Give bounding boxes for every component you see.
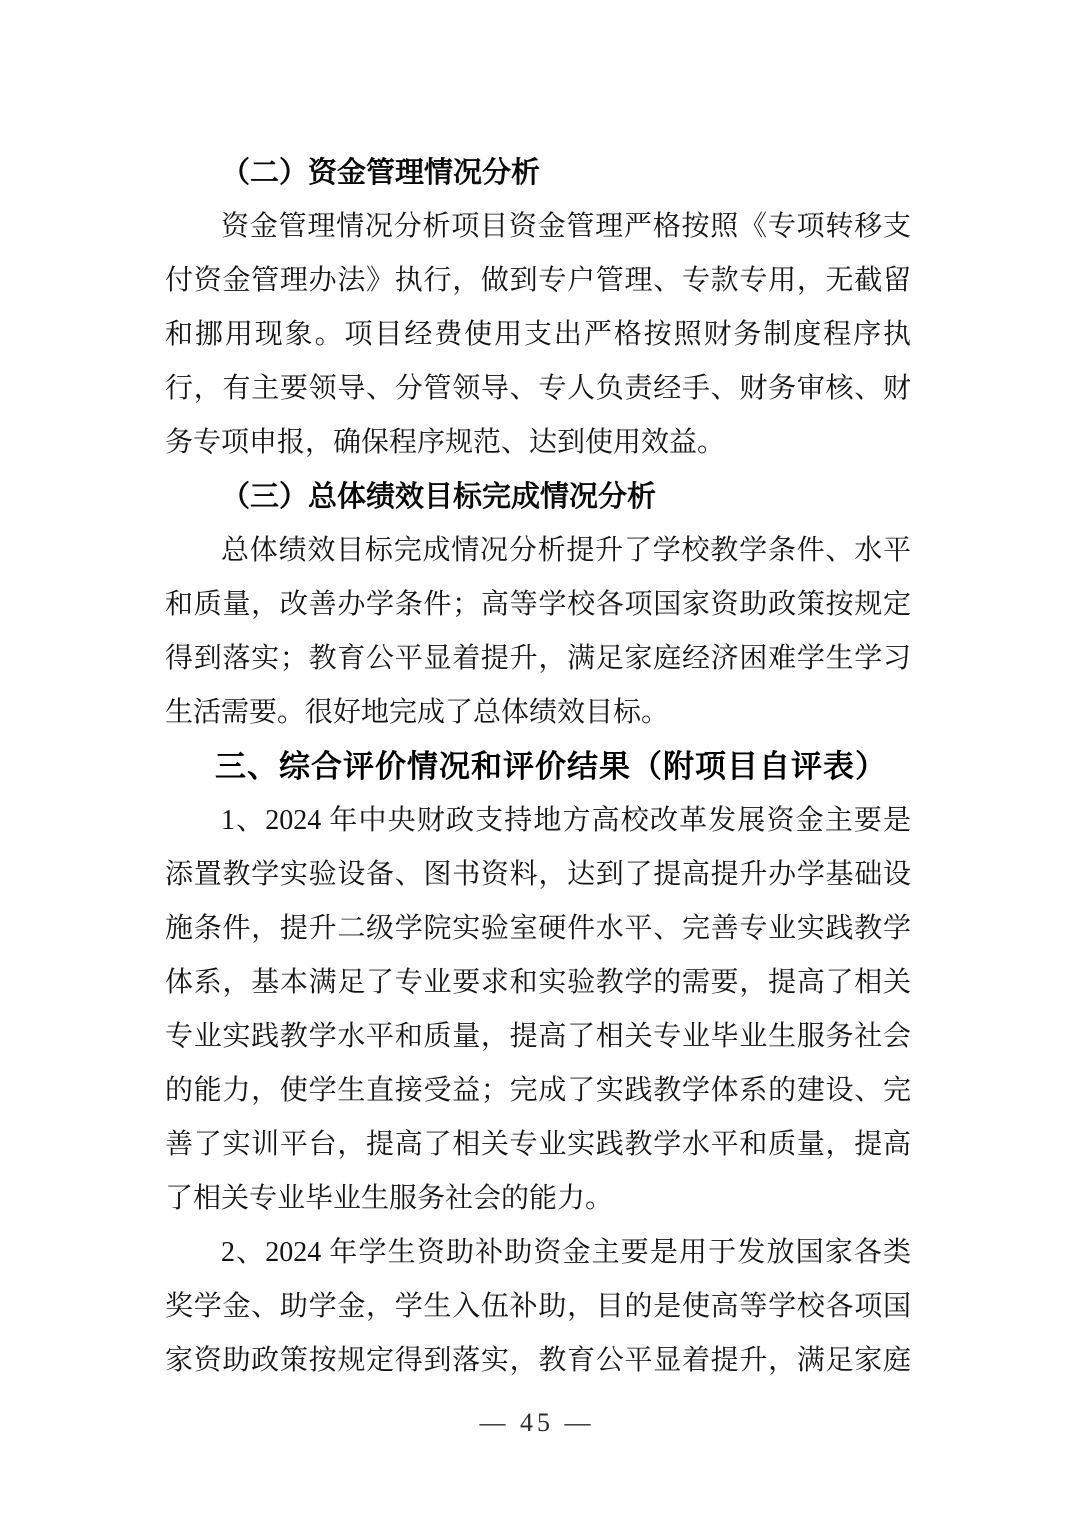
body-line: 体系，基本满足了专业要求和实验教学的需要，提高了相关 — [165, 967, 911, 998]
body-line: 了相关专业毕业生服务社会的能力。 — [165, 1183, 614, 1214]
body-line: 善了实训平台，提高了相关专业实践教学水平和质量，提高 — [165, 1129, 911, 1160]
body-line: 添置教学实验设备、图书资料，达到了提高提升办学基础设 — [165, 859, 911, 890]
body-line: 的能力，使学生直接受益；完成了实践教学体系的建设、完 — [165, 1075, 911, 1106]
body-line: 2、2024 年学生资助补助资金主要是用于发放国家各类 — [221, 1237, 911, 1268]
body-line: 施条件，提升二级学院实验室硬件水平、完善专业实践教学 — [165, 913, 911, 944]
body-line: 务专项申报，确保程序规范、达到使用效益。 — [165, 427, 726, 458]
body-line: 生活需要。很好地完成了总体绩效目标。 — [165, 697, 670, 728]
section-heading: （三）总体绩效目标完成情况分析 — [221, 481, 657, 513]
body-line: 1、2024 年中央财政支持地方高校改革发展资金主要是 — [221, 805, 911, 836]
document-text-block — [165, 146, 911, 1388]
main-heading: 三、综合评价情况和评价结果（附项目自评表） — [215, 749, 887, 784]
body-line: 资金管理情况分析项目资金管理严格按照《专项转移支 — [221, 211, 911, 242]
body-line: 付资金管理办法》执行，做到专户管理、专款专用，无截留 — [165, 265, 911, 296]
body-line: 和质量，改善办学条件；高等学校各项国家资助政策按规定 — [165, 589, 911, 620]
section-heading: （二）资金管理情况分析 — [221, 157, 541, 189]
page-number: — 45 — — [479, 1408, 595, 1437]
body-line: 和挪用现象。项目经费使用支出严格按照财务制度程序执 — [165, 319, 911, 350]
body-line: 行，有主要领导、分管领导、专人负责经手、财务审核、财 — [165, 373, 911, 404]
body-line: 得到落实；教育公平显着提升，满足家庭经济困难学生学习 — [165, 643, 911, 674]
body-line: 专业实践教学水平和质量，提高了相关专业毕业生服务社会 — [165, 1021, 911, 1052]
body-line: 奖学金、助学金，学生入伍补助，目的是使高等学校各项国 — [165, 1291, 911, 1322]
body-line: 家资助政策按规定得到落实，教育公平显着提升，满足家庭 — [165, 1345, 911, 1376]
body-line: 总体绩效目标完成情况分析提升了学校教学条件、水平 — [221, 535, 911, 566]
